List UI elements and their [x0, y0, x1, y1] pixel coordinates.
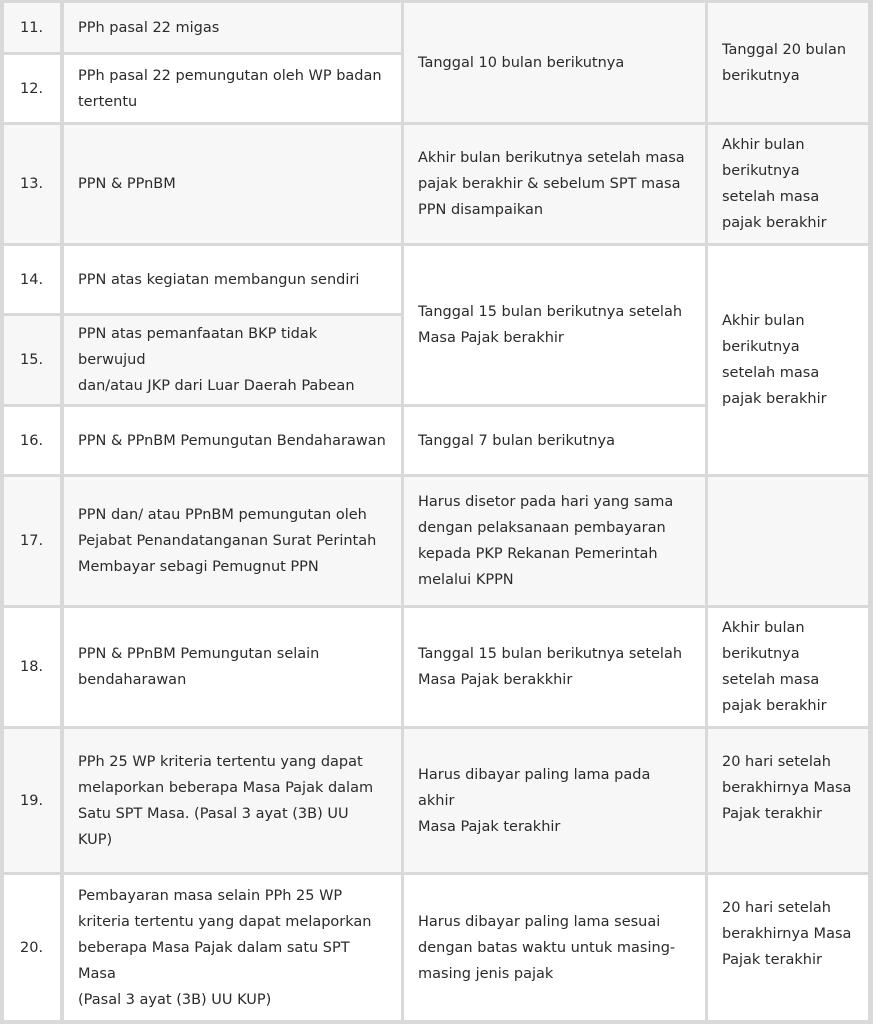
row-16-payment-deadline: Tanggal 7 bulan berikutnya	[404, 407, 705, 474]
row-16-tax-type: PPN & PPnBM Pemungutan Bendaharawan	[64, 407, 401, 474]
row-13-report-deadline: Akhir bulan berikutnya setelah masa pajak berakhir	[708, 125, 868, 243]
row-17-number: 17.	[4, 477, 60, 605]
row-13-number: 13.	[4, 125, 60, 243]
row-19-number: 19.	[4, 729, 60, 872]
row-20-tax-type: Pembayaran masa selain PPh 25 WP kriteria tertentu yang dapat melaporkan beberapa Masa Pajak dalam satu SPT Masa (Pasal 3 ayat (3B) UU KUP)	[64, 875, 401, 1020]
row-18-payment-deadline: Tanggal 15 bulan berikutnya setelah Masa Pajak berakkhir	[404, 608, 705, 726]
row-14-tax-type: PPN atas kegiatan membangun sendiri	[64, 246, 401, 313]
row-11-12-payment-deadline: Tanggal 10 bulan berikutnya	[404, 3, 705, 122]
row-13-payment-deadline: Akhir bulan berikutnya setelah masa pajak berakhir & sebelum SPT masa PPN disampaikan	[404, 125, 705, 243]
row-14-number: 14.	[4, 246, 60, 313]
row-12-number: 12.	[4, 55, 60, 122]
row-20-report-deadline: 20 hari setelah berakhirnya Masa Pajak terakhir	[708, 875, 868, 1020]
row-14-15-payment-deadline: Tanggal 15 bulan berikutnya setelah Masa Pajak berakhir	[404, 246, 705, 404]
row-15-number: 15.	[4, 316, 60, 404]
row-19-report-deadline: 20 hari setelah berakhirnya Masa Pajak terakhir	[708, 729, 868, 872]
row-20-number: 20.	[4, 875, 60, 1020]
row-17-tax-type: PPN dan/ atau PPnBM pemungutan oleh Pejabat Penandatanganan Surat Perintah Membayar sebagi Pemugnut PPN	[64, 477, 401, 605]
row-17-payment-deadline: Harus disetor pada hari yang sama dengan pelaksanaan pembayaran kepada PKP Rekanan Pemerintah melalui KPPN	[404, 477, 705, 605]
row-16-number: 16.	[4, 407, 60, 474]
row-18-tax-type: PPN & PPnBM Pemungutan selain bendaharawan	[64, 608, 401, 726]
row-11-12-report-deadline: Tanggal 20 bulan berikutnya	[708, 3, 868, 122]
row-11-number: 11.	[4, 3, 60, 52]
row-20-payment-deadline: Harus dibayar paling lama sesuai dengan batas waktu untuk masing- masing jenis pajak	[404, 875, 705, 1020]
row-19-payment-deadline: Harus dibayar paling lama pada akhir Masa Pajak terakhir	[404, 729, 705, 872]
row-12-tax-type: PPh pasal 22 pemungutan oleh WP badan tertentu	[64, 55, 401, 122]
row-19-tax-type: PPh 25 WP kriteria tertentu yang dapat melaporkan beberapa Masa Pajak dalam Satu SPT Masa. (Pasal 3 ayat (3B) UU KUP)	[64, 729, 401, 872]
row-15-tax-type: PPN atas pemanfaatan BKP tidak berwujud dan/atau JKP dari Luar Daerah Pabean	[64, 316, 401, 404]
row-17-report-deadline	[708, 477, 868, 605]
row-18-report-deadline: Akhir bulan berikutnya setelah masa pajak berakhir	[708, 608, 868, 726]
row-13-tax-type: PPN & PPnBM	[64, 125, 401, 243]
row-11-tax-type: PPh pasal 22 migas	[64, 3, 401, 52]
row-14-16-report-deadline: Akhir bulan berikutnya setelah masa pajak berakhir	[708, 246, 868, 474]
row-18-number: 18.	[4, 608, 60, 726]
